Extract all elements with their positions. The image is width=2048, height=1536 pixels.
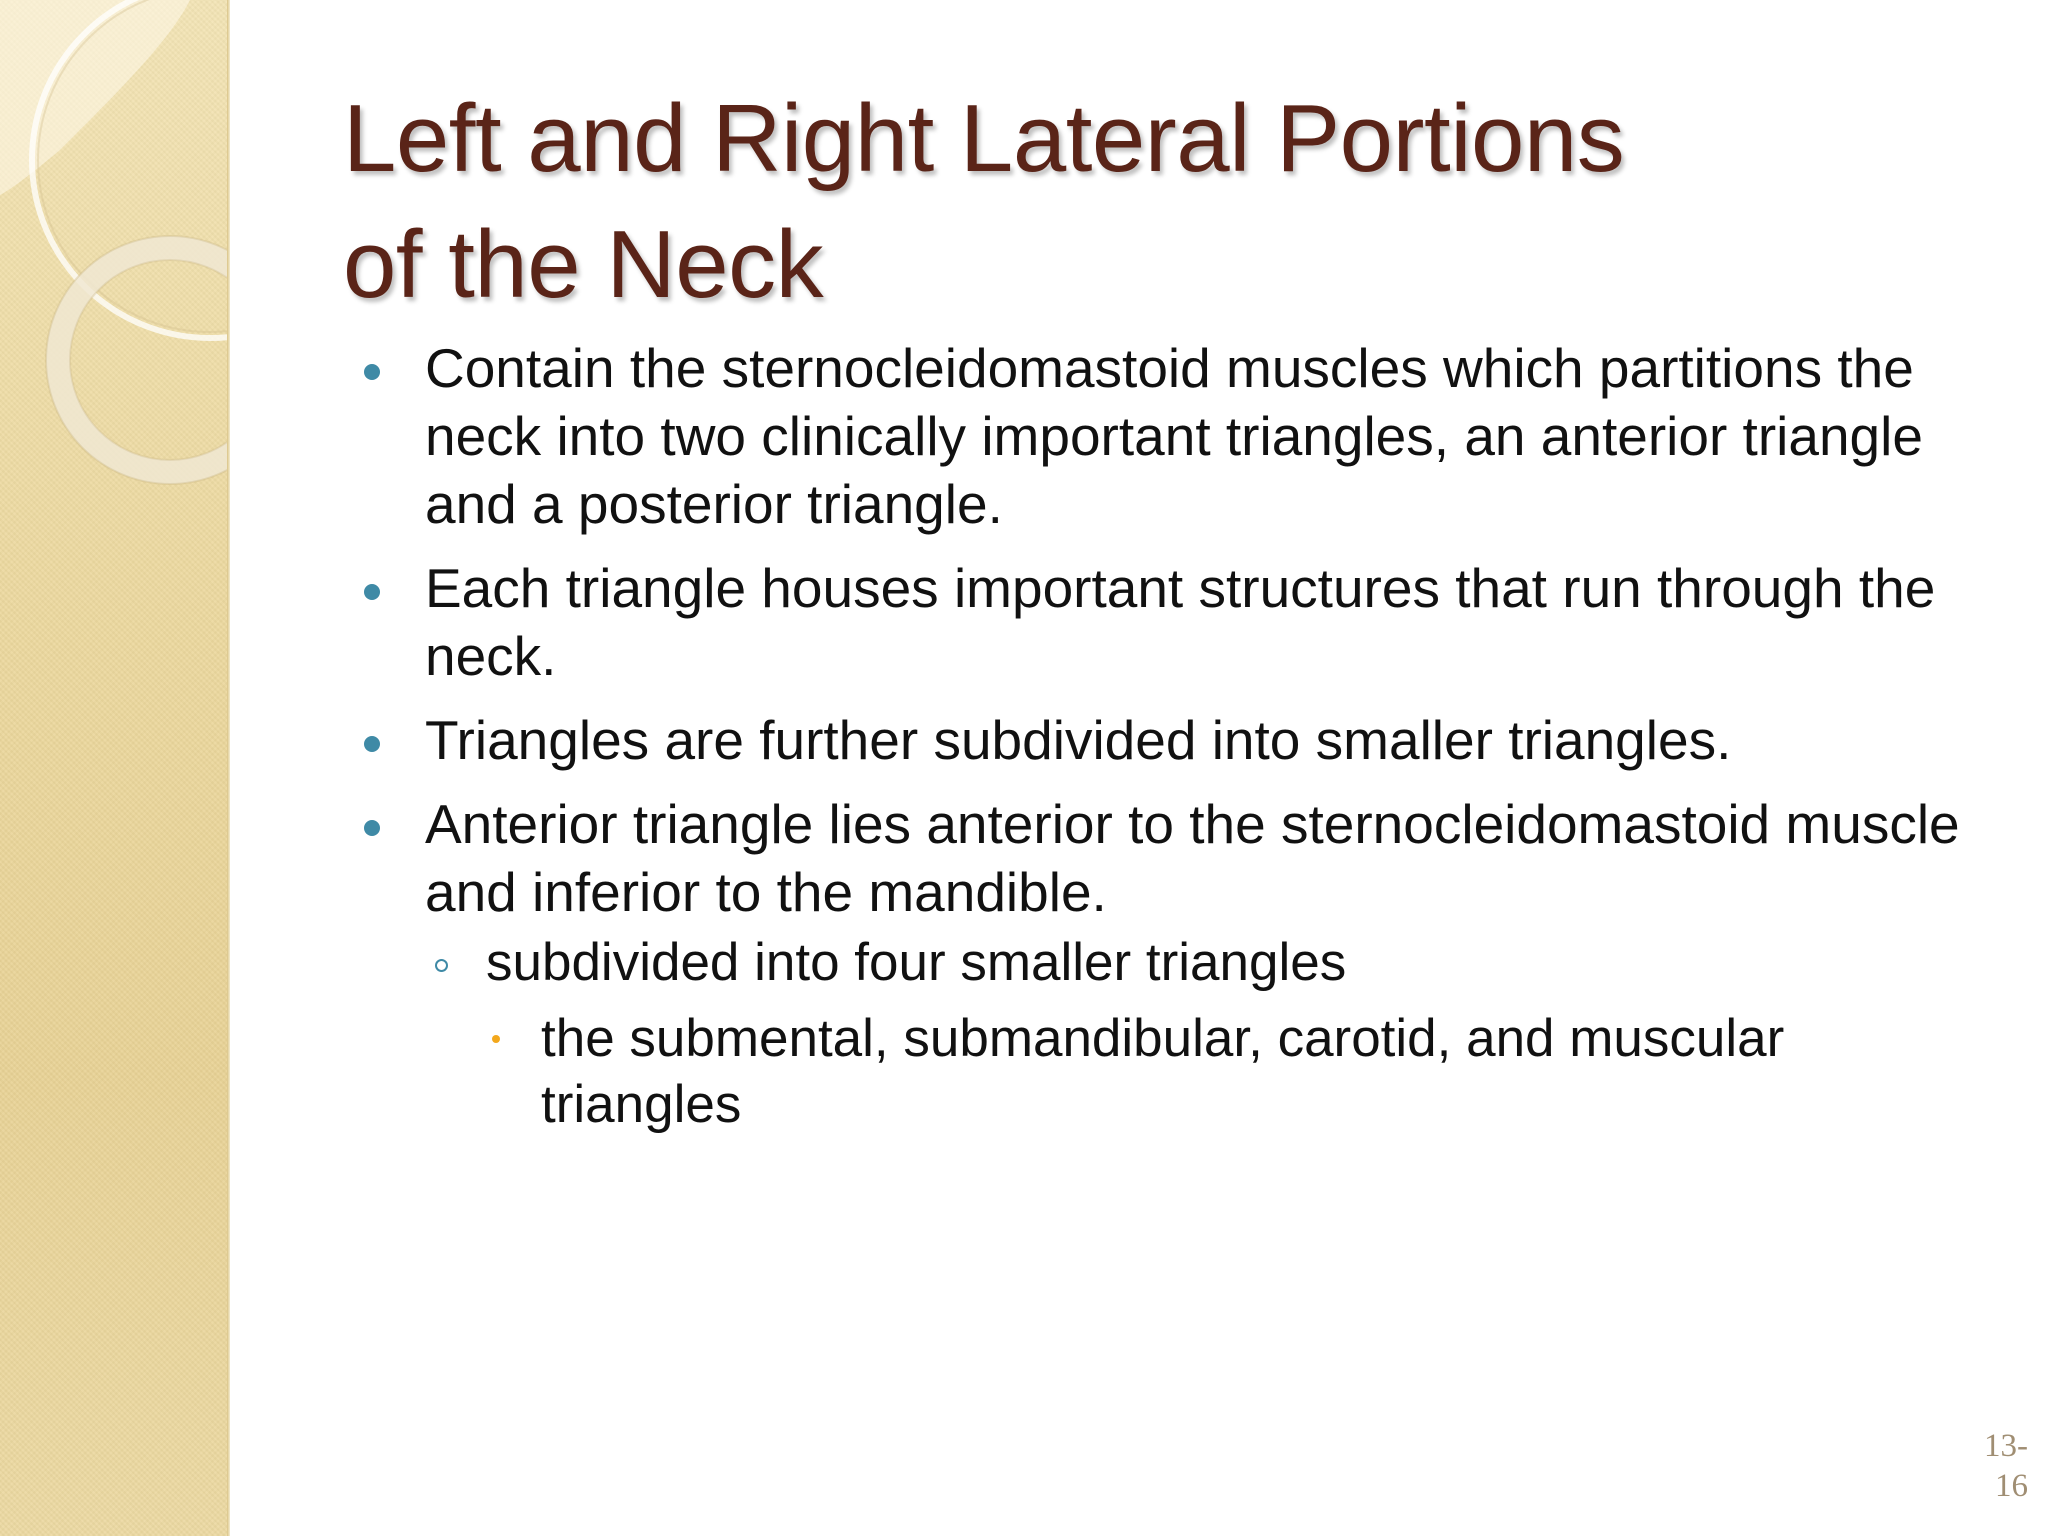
bullet-list bbox=[355, 334, 1995, 1138]
bullet-item bbox=[355, 706, 1995, 774]
page-number bbox=[1948, 1426, 2028, 1506]
page-number-line-2: 16 bbox=[1995, 1468, 2028, 1504]
bullet-item bbox=[355, 334, 1995, 538]
bullet-text: Each triangle houses important structures that run through the neck. bbox=[425, 557, 1936, 687]
bullet-dot-icon bbox=[364, 820, 380, 836]
slide-title-line-2: of the Neck bbox=[343, 211, 824, 318]
bullet-dot-icon bbox=[364, 584, 380, 600]
sub-sub-bullet-text: the submental, submandibular, carotid, and muscular triangles bbox=[541, 1009, 1785, 1134]
decorative-circles-graphic bbox=[0, 0, 227, 1536]
bullet-item bbox=[355, 790, 1995, 926]
bullet-text: Contain the sternocleidomastoid muscles which partitions the neck into two clinically important triangles, an anterior triangle and a posterior triangle. bbox=[425, 337, 1923, 535]
sub-bullet-text: subdivided into four smaller triangles bbox=[486, 933, 1347, 992]
bullet-text: Anterior triangle lies anterior to the sternocleidomastoid muscle and inferior to the mandible. bbox=[425, 793, 1960, 923]
page-number-line-1: 13- bbox=[1984, 1428, 2028, 1464]
decorative-side-strip bbox=[0, 0, 227, 1536]
slide-title-line-1: Left and Right Lateral Portions bbox=[343, 85, 1625, 192]
sub-sub-bullet-item bbox=[355, 1006, 1995, 1138]
bullet-dot-icon bbox=[364, 364, 380, 380]
slide-title bbox=[343, 76, 1943, 328]
bullet-text: Triangles are further subdivided into smaller triangles. bbox=[425, 709, 1732, 771]
bullet-ring-icon bbox=[435, 959, 448, 972]
sub-bullet-item bbox=[355, 930, 1995, 996]
side-strip-edge bbox=[227, 0, 230, 1536]
bullet-item bbox=[355, 554, 1995, 690]
bullet-dot-icon bbox=[364, 736, 380, 752]
bullet-small-dot-icon bbox=[492, 1035, 500, 1043]
